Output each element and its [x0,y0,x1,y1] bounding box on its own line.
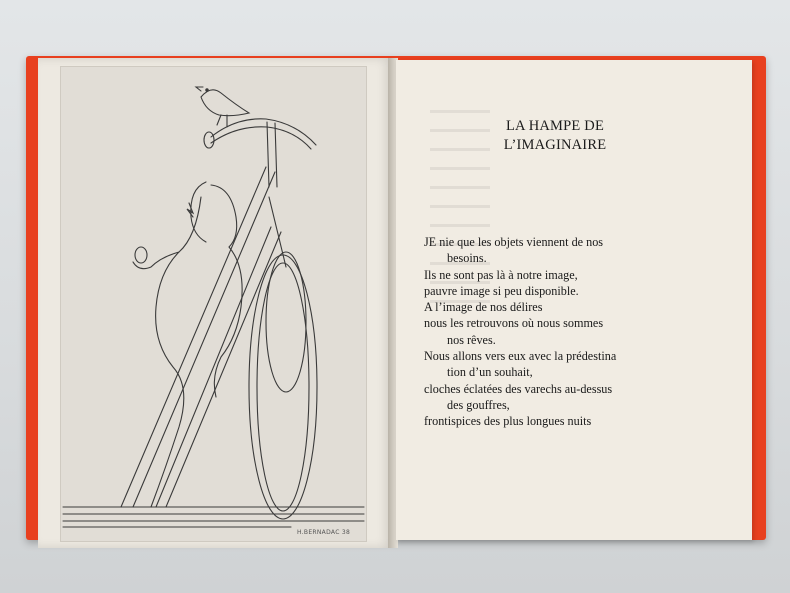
poem-line: Nous allons vers eux avec la prédestina [424,349,617,364]
poem-line: nous les retrouvons où nous sommes [424,316,604,331]
engraving-plate [60,66,367,542]
poem-line: frontispices des plus longues nuits [424,414,592,429]
poem-line: A l’image de nos délires [424,300,543,315]
poem-line: tion d’un souhait, [447,365,533,380]
poem-line: JE nie que les objets viennent de nos [424,235,604,249]
title-line: LA HAMPE DE [505,118,605,134]
poem-line: pauvre image si peu disponible. [424,283,579,298]
poem-line: des gouffres, [447,397,510,412]
poem-title [470,117,640,155]
bicycle-figure-drawing [61,67,366,541]
poem-line: Ils ne sont pas là à notre image, [424,267,578,282]
poem-body [424,234,724,430]
poem-line: cloches éclatées des varechs au-dessus [424,381,613,396]
plate-signature: H.BERNADAC 38 [297,529,351,536]
poem-line: besoins. [447,251,487,266]
title-line: L’IMAGINAIRE [503,137,607,153]
poem-line: nos rêves. [447,332,496,347]
